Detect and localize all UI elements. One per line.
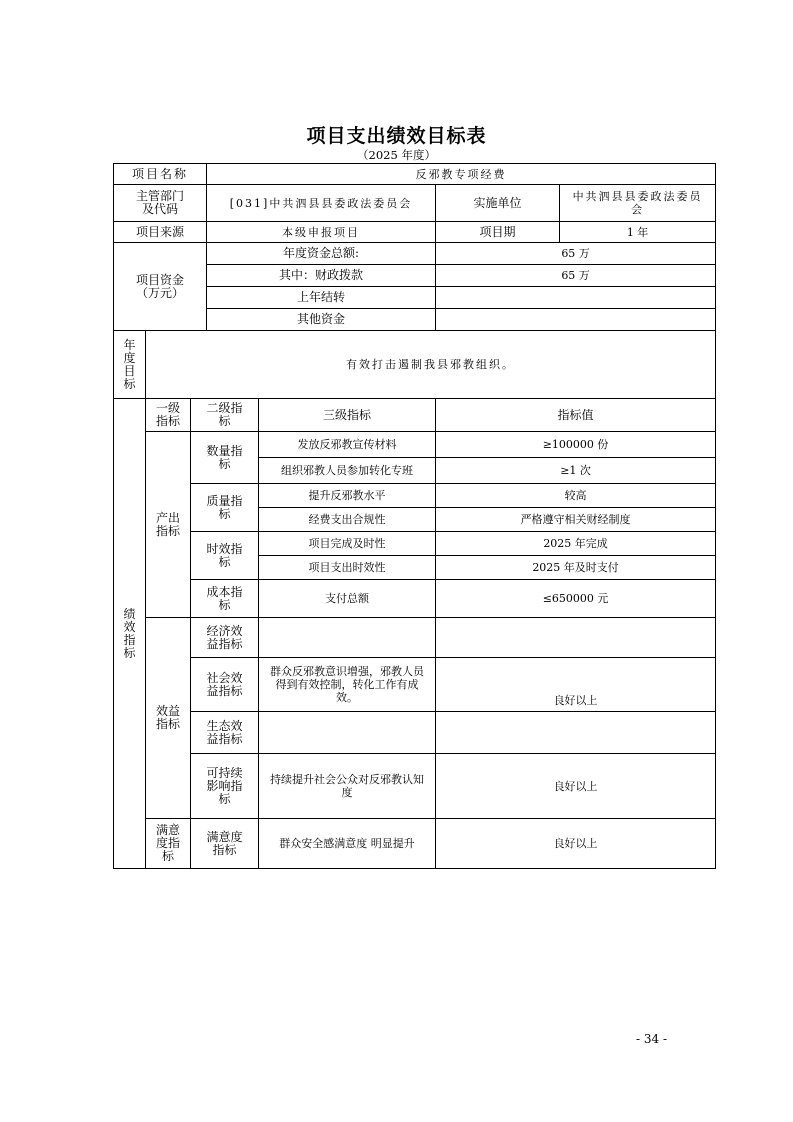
page-title: 项目支出绩效目标表 bbox=[306, 125, 487, 147]
social-name: 群众反邪教意识增强，邪教人员得到有效控制，转化工作有成效。 bbox=[259, 658, 436, 712]
annual-goal-value: 有效打击遏制我县邪教组织。 bbox=[146, 331, 716, 399]
economic-label: 经济效益指标 bbox=[191, 618, 259, 658]
sat-value: 良好以上 bbox=[436, 819, 716, 869]
funds-carryover-label: 上年结转 bbox=[207, 287, 436, 309]
row-project-name bbox=[114, 164, 716, 185]
funds-total-label: 年度资金总额: bbox=[207, 243, 436, 265]
social-value: 良好以上 bbox=[436, 658, 716, 712]
c1-value: ≤650000 元 bbox=[436, 580, 716, 618]
row-cost bbox=[114, 580, 716, 618]
t2-name: 项目支出时效性 bbox=[259, 556, 436, 580]
row-social bbox=[114, 658, 716, 712]
sustain-name: 持续提升社会公众对反邪教认知度 bbox=[259, 754, 436, 819]
eco-label: 生态效益指标 bbox=[191, 712, 259, 754]
period-value: 1 年 bbox=[560, 222, 716, 243]
benefit-label: 效益指标 bbox=[146, 618, 191, 819]
t1-name: 项目完成及时性 bbox=[259, 532, 436, 556]
dept-label: 主管部门及代码 bbox=[114, 185, 207, 222]
sustain-value: 良好以上 bbox=[436, 754, 716, 819]
impl-label: 实施单位 bbox=[436, 185, 560, 222]
timeliness-label: 时效指标 bbox=[191, 532, 259, 580]
project-name-value: 反邪教专项经费 bbox=[207, 164, 716, 185]
header-value: 指标值 bbox=[436, 399, 716, 432]
funds-other-label: 其他资金 bbox=[207, 309, 436, 331]
row-dept bbox=[114, 185, 716, 222]
row-quality-1 bbox=[114, 484, 716, 508]
row-indicator-headers bbox=[114, 399, 716, 432]
q2-value: ≥1 次 bbox=[436, 458, 716, 484]
funds-other-value bbox=[436, 309, 716, 331]
row-funds-total bbox=[114, 243, 716, 265]
row-quantity-1 bbox=[114, 432, 716, 458]
q1-value: ≥100000 份 bbox=[436, 432, 716, 458]
performance-table bbox=[113, 163, 716, 869]
c1-name: 支付总额 bbox=[259, 580, 436, 618]
satisfaction-l1: 满意度指标 bbox=[146, 819, 191, 869]
source-label: 项目来源 bbox=[114, 222, 207, 243]
econ-name bbox=[259, 618, 436, 658]
q1-name: 发放反邪教宣传材料 bbox=[259, 432, 436, 458]
source-value: 本级申报项目 bbox=[207, 222, 436, 243]
eco-name bbox=[259, 712, 436, 754]
cost-label: 成本指标 bbox=[191, 580, 259, 618]
quantity-label: 数量指标 bbox=[191, 432, 259, 484]
perf-label: 绩效指标 bbox=[114, 399, 146, 869]
header-level1: 一级指标 bbox=[146, 399, 191, 432]
quality-label: 质量指标 bbox=[191, 484, 259, 532]
annual-goal-label: 年度目标 bbox=[114, 331, 146, 399]
satisfaction-l2: 满意度指标 bbox=[191, 819, 259, 869]
page-subtitle: （2025 年度） bbox=[357, 148, 436, 162]
qa1-value: 较高 bbox=[436, 484, 716, 508]
row-sustain bbox=[114, 754, 716, 819]
eco-value bbox=[436, 712, 716, 754]
row-economic bbox=[114, 618, 716, 658]
t1-value: 2025 年完成 bbox=[436, 532, 716, 556]
funds-fiscal-value: 65 万 bbox=[436, 265, 716, 287]
qa1-name: 提升反邪教水平 bbox=[259, 484, 436, 508]
header-level3: 三级指标 bbox=[259, 399, 436, 432]
project-name-label: 项目名称 bbox=[114, 164, 207, 185]
header-level2: 二级指标 bbox=[191, 399, 259, 432]
output-label: 产出指标 bbox=[146, 432, 191, 618]
econ-value bbox=[436, 618, 716, 658]
row-source bbox=[114, 222, 716, 243]
page-number: - 34 - bbox=[636, 1032, 668, 1046]
t2-value: 2025 年及时支付 bbox=[436, 556, 716, 580]
row-annual-goal bbox=[114, 331, 716, 399]
row-satisfaction bbox=[114, 819, 716, 869]
social-label: 社会效益指标 bbox=[191, 658, 259, 712]
funds-total-value: 65 万 bbox=[436, 243, 716, 265]
impl-value: 中共泗县县委政法委员会 bbox=[560, 185, 716, 222]
funds-label: 项目资金（万元） bbox=[114, 243, 207, 331]
q2-name: 组织邪教人员参加转化专班 bbox=[259, 458, 436, 484]
funds-fiscal-label: 其中：财政拨款 bbox=[207, 265, 436, 287]
qa2-value: 严格遵守相关财经制度 bbox=[436, 508, 716, 532]
dept-value: [031]中共泗县县委政法委员会 bbox=[207, 185, 436, 222]
qa2-name: 经费支出合规性 bbox=[259, 508, 436, 532]
sat-name: 群众安全感满意度 明显提升 bbox=[259, 819, 436, 869]
period-label: 项目期 bbox=[436, 222, 560, 243]
row-timeliness-1 bbox=[114, 532, 716, 556]
sustain-label: 可持续影响指标 bbox=[191, 754, 259, 819]
funds-carryover-value bbox=[436, 287, 716, 309]
row-eco bbox=[114, 712, 716, 754]
